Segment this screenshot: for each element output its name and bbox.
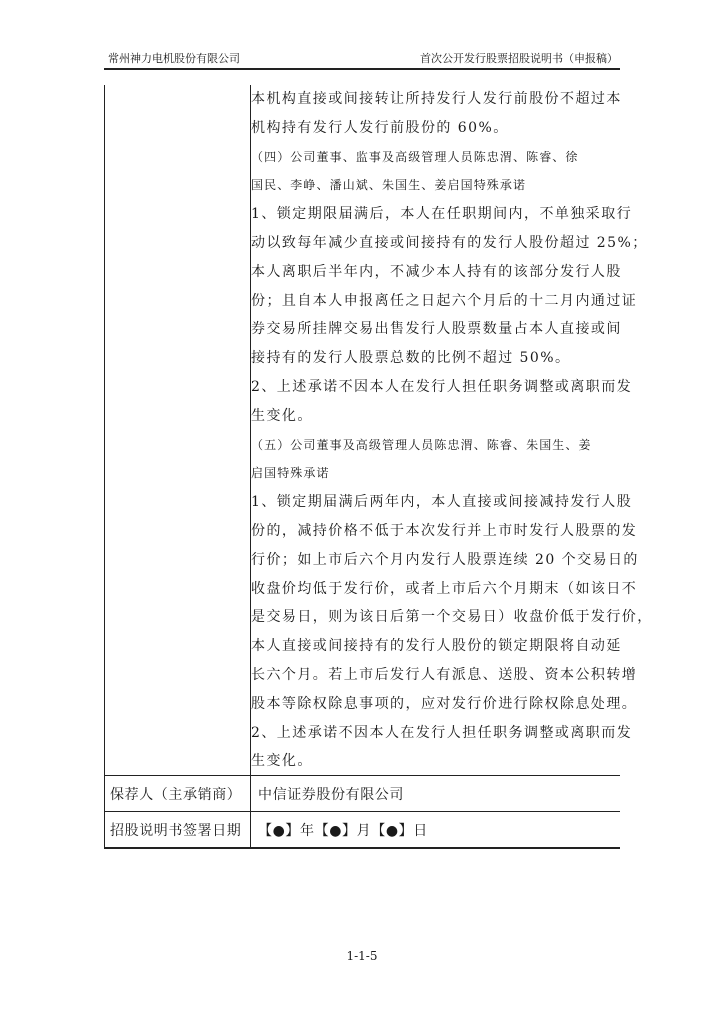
commitment-line: 行价；如上市后六个月内发行人股票连续 20 个交易日的 [251, 551, 639, 568]
company-name: 常州神力电机股份有限公司 [108, 52, 240, 65]
row-divider [104, 811, 620, 812]
sign-date-value: 【●】年【●】月【●】日 [258, 823, 428, 839]
commitment-line: 本机构直接或间接转让所持发行人发行前股份不超过本 [251, 91, 622, 107]
page-number: 1-1-5 [346, 949, 378, 963]
row-divider [104, 775, 620, 776]
commitment-line: 份的，减持价格不低于本次发行并上市时发行人股票的发 [251, 522, 638, 539]
commitment-line: （四）公司董事、监事及高级管理人员陈忠渭、陈睿、徐 [251, 149, 579, 164]
commitment-line: 接持有的发行人股票总数的比例不超过 50%。 [251, 350, 571, 367]
page-header [104, 52, 620, 68]
table-bottom-rule [104, 847, 620, 849]
commitment-line: 份；且自本人申报离任之日起六个月后的十二月内通过证 [251, 292, 638, 309]
commitment-line: 生变化。 [251, 407, 313, 424]
commitment-line: 动以致每年减少直接或间接持有的发行人股份超过 25%； [251, 234, 648, 251]
commitment-line: 股本等除权除息事项的，应对发行价进行除权除息处理。 [251, 695, 638, 712]
commitment-line: 生变化。 [251, 753, 313, 770]
commitment-line: 2、上述承诺不因本人在发行人担任职务调整或离职而发 [251, 378, 633, 395]
commitment-line: 是交易日，则为该日后第一个交易日）收盘价低于发行价， [251, 609, 653, 626]
sponsor-label: 保荐人（主承销商） [110, 787, 242, 803]
commitment-line: 长六个月。若上市后发行人有派息、送股、资本公积转增 [251, 666, 638, 683]
commitment-line: 机构持有发行人发行前股份的 60%。 [251, 119, 509, 136]
table-left-border [104, 85, 105, 847]
commitment-line: 收盘价均低于发行价，或者上市后六个月期末（如该日不 [251, 580, 638, 597]
commitment-line: 本人离职后半年内，不减少本人持有的该部分发行人股 [251, 263, 622, 280]
commitment-line: 启国特殊承诺 [251, 466, 330, 481]
document-title: 首次公开发行股票招股说明书（申报稿） [420, 52, 618, 65]
commitment-line: 国民、李峥、潘山斌、朱国生、姜启国特殊承诺 [251, 178, 527, 193]
header-rule [104, 68, 620, 70]
commitment-line: 1、锁定期限届满后，本人在任职期间内，不单独采取行 [251, 206, 633, 223]
sponsor-value: 中信证券股份有限公司 [258, 787, 404, 803]
sign-date-label: 招股说明书签署日期 [110, 823, 242, 839]
commitment-text-cell [251, 85, 653, 776]
commitment-line: 券交易所挂牌交易出售发行人股票数量占本人直接或间 [251, 321, 622, 338]
commitment-line: 本人直接或间接持有的发行人股份的锁定期限将自动延 [251, 638, 622, 655]
commitment-line: 1、锁定期届满后两年内，本人直接或间接减持发行人股 [251, 494, 633, 511]
commitment-line: 2、上述承诺不因本人在发行人担任职务调整或离职而发 [251, 724, 633, 741]
commitment-line: （五）公司董事及高级管理人员陈忠渭、陈睿、朱国生、姜 [251, 437, 592, 452]
